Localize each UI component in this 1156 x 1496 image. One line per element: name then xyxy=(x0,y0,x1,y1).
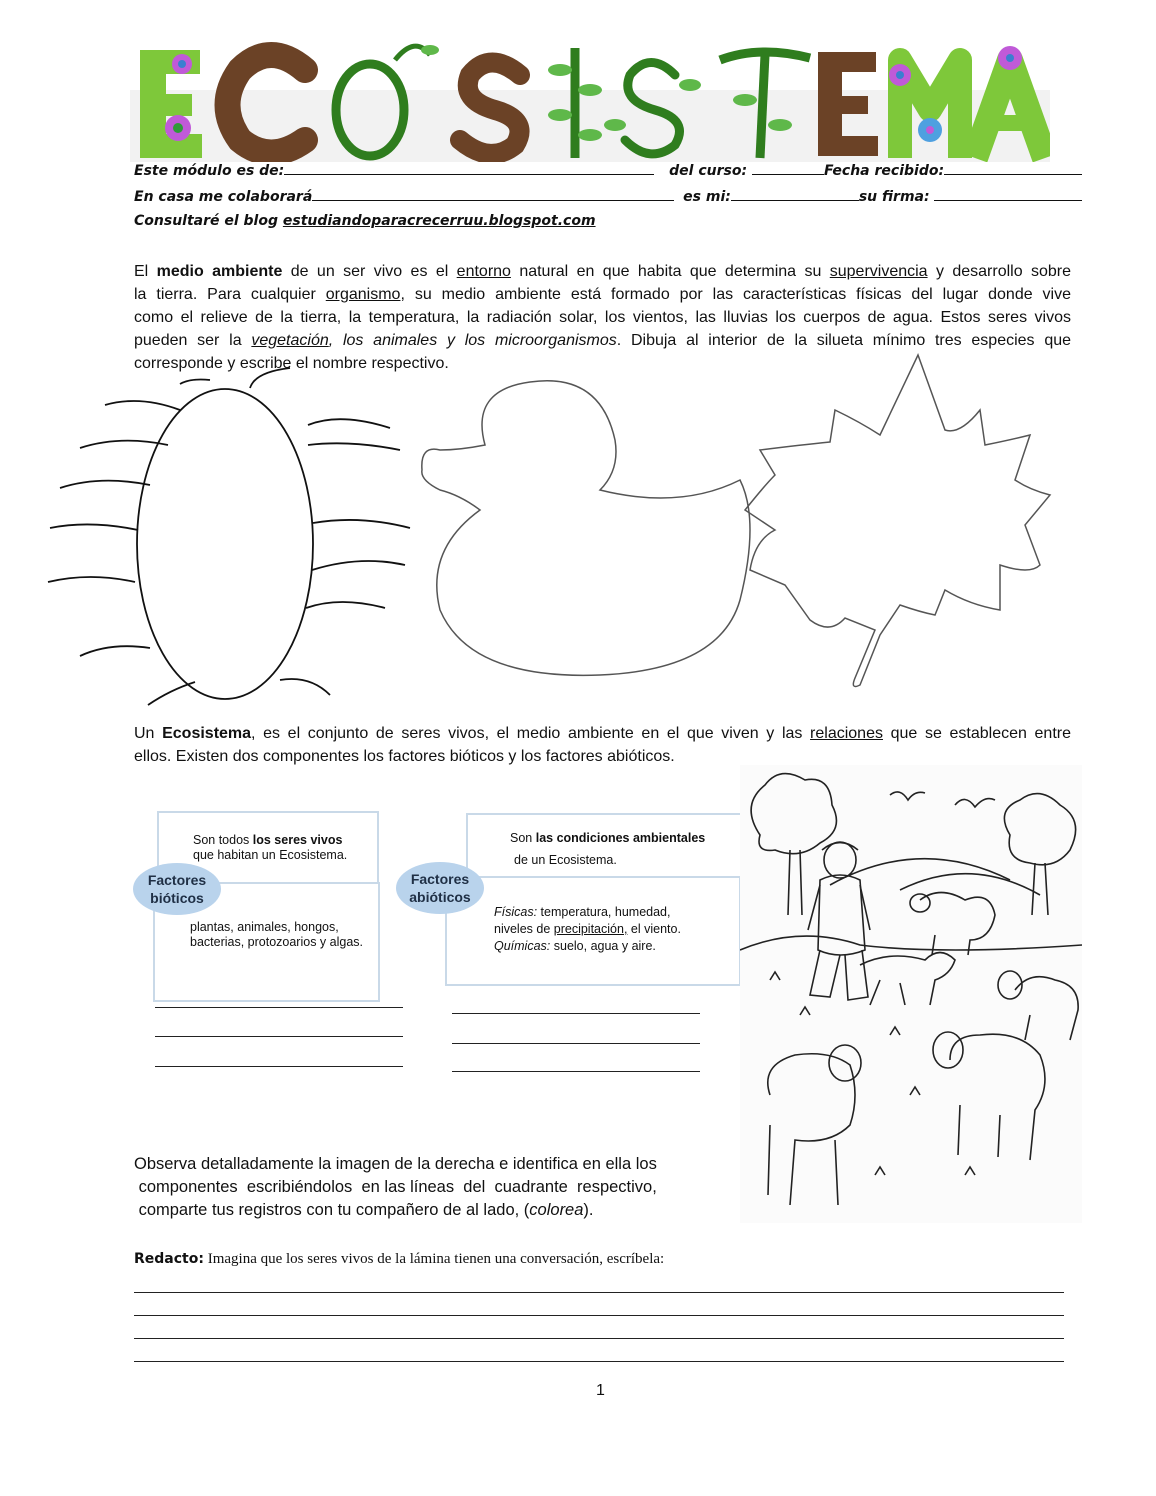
abiotic-label-line: Factores xyxy=(410,871,470,887)
header-line-1 xyxy=(134,162,1082,179)
biotic-def-bold: los seres vivos xyxy=(252,833,343,847)
blog-link[interactable]: estudiandoparacrecerruu.blogspot.com xyxy=(282,213,596,229)
label-firma: su firma: xyxy=(858,189,930,205)
duck-silhouette[interactable] xyxy=(422,381,750,676)
biotic-def-text: que habitan un Ecosistema. xyxy=(193,848,348,862)
term-relaciones: relaciones xyxy=(810,725,883,742)
intro-text: como el relieve de la tierra, la temperatura, la radiación solar, los vientos, las lluvias los cuerpos de agua. Estos seres vivos xyxy=(134,309,1071,326)
helper-blank[interactable] xyxy=(312,188,674,201)
term-medio-ambiente: medio ambiente xyxy=(156,263,283,280)
ecosystem-text: , es el conjunto de seres vivos, el medio ambiente en el que viven y las xyxy=(251,725,811,742)
biotic-label xyxy=(133,863,221,915)
abiotic-fisicas-text: niveles de xyxy=(494,922,554,936)
relation-blank[interactable] xyxy=(731,188,859,201)
writing-line-1[interactable] xyxy=(134,1292,1064,1293)
abiotic-fisicas-label: Físicas: xyxy=(494,905,538,919)
intro-text: y desarrollo sobre xyxy=(927,263,1072,280)
abiotic-label xyxy=(396,862,484,914)
abiotic-answer-line-2[interactable] xyxy=(452,1043,700,1044)
leaf-silhouette[interactable] xyxy=(745,355,1050,686)
term-precipitacion: precipitación, xyxy=(553,922,628,936)
bug-silhouette[interactable] xyxy=(48,368,410,705)
redacto-prompt xyxy=(134,1250,664,1268)
biotic-label-line: Factores xyxy=(147,872,207,888)
silhouettes-area xyxy=(40,350,1080,710)
redacto-text: Imagina que los seres vivos de la lámina tienen una conversación, escríbela: xyxy=(203,1251,665,1267)
redacto-label: Redacto: xyxy=(134,1251,204,1267)
abiotic-quimicas-label: Químicas: xyxy=(494,939,551,953)
header-line-2 xyxy=(134,188,1082,205)
observe-text: comparte tus registros con tu compañero de al lado, ( xyxy=(134,1201,530,1219)
abiotic-fisicas-text: temperatura, humedad, xyxy=(537,905,671,919)
biotic-answer-line-3[interactable] xyxy=(155,1066,403,1067)
term-supervivencia: supervivencia xyxy=(829,263,928,280)
writing-line-3[interactable] xyxy=(134,1338,1064,1339)
writing-line-4[interactable] xyxy=(134,1361,1064,1362)
ecosystem-text: que se establecen entre xyxy=(882,725,1072,742)
label-blog: Consultaré el blog xyxy=(134,213,278,229)
label-course: del curso: xyxy=(669,163,748,179)
abiotic-definition-box xyxy=(466,813,742,879)
label-es-mi: es mi: xyxy=(683,189,731,205)
observe-instructions xyxy=(134,1153,714,1222)
observe-text: Observa detalladamente la imagen de la derecha e identifica en ella los xyxy=(134,1155,657,1173)
signature-blank[interactable] xyxy=(934,188,1082,201)
ecosystem-text: Un xyxy=(134,725,163,742)
term-animales: , los animales y los microorganismos xyxy=(328,332,617,349)
abiotic-label-line: abióticos xyxy=(409,889,471,905)
name-blank[interactable] xyxy=(284,162,654,175)
intro-text: la tierra. Para cualquier xyxy=(134,286,326,303)
intro-text: . Dibuja al interior de la silueta mínimo tres especies que xyxy=(616,332,1072,349)
intro-text: corresponde y escribe el nombre respectivo. xyxy=(134,355,449,372)
biotic-answer-line-2[interactable] xyxy=(155,1036,403,1037)
abiotic-answer-line-1[interactable] xyxy=(452,1013,700,1014)
header-line-3 xyxy=(134,213,596,229)
ecosystem-definition xyxy=(134,722,1071,768)
term-entorno: entorno xyxy=(456,263,511,280)
writing-line-2[interactable] xyxy=(134,1315,1064,1316)
observe-text: ). xyxy=(583,1201,594,1219)
observe-text: componentes escribiéndolos en las líneas del cuadrante respectivo, xyxy=(134,1178,657,1196)
label-date: Fecha recibido: xyxy=(823,163,945,179)
abiotic-def-bold: las condiciones ambientales xyxy=(535,831,706,845)
term-vegetacion: vegetación xyxy=(251,332,329,349)
biotic-label-line: bióticos xyxy=(150,890,204,906)
biotic-def-text: Son todos xyxy=(193,833,253,847)
intro-text: de un ser vivo es el xyxy=(282,263,457,280)
farm-coloring-illustration xyxy=(740,765,1082,1223)
intro-text: El xyxy=(134,263,157,280)
abiotic-def-text: de un Ecosistema. xyxy=(514,853,617,867)
label-module: Este módulo es de: xyxy=(134,163,285,179)
date-blank[interactable] xyxy=(944,162,1082,175)
term-organismo: organismo xyxy=(325,286,401,303)
intro-text: pueden ser la xyxy=(134,332,252,349)
term-colorea: colorea xyxy=(529,1201,584,1219)
term-ecosistema: Ecosistema xyxy=(162,725,252,742)
intro-text: , su medio ambiente está formado por las características físicas del lugar donde vive xyxy=(400,286,1072,303)
biotic-answer-line-1[interactable] xyxy=(155,1007,403,1008)
label-helper: En casa me colaborará xyxy=(134,189,313,205)
title-banner xyxy=(130,30,1050,162)
abiotic-answer-line-3[interactable] xyxy=(452,1071,700,1072)
abiotic-fisicas-text: el viento. xyxy=(627,922,681,936)
ecosystem-text: ellos. Existen dos componentes los factores bióticos y los factores abióticos. xyxy=(134,748,675,765)
abiotic-examples-box xyxy=(445,876,741,986)
intro-text: natural en que habita que determina su xyxy=(510,263,830,280)
biotic-examples: plantas, animales, hongos, bacterias, protozoarios y algas. xyxy=(190,920,364,949)
page-number: 1 xyxy=(596,1382,605,1399)
course-blank[interactable] xyxy=(752,162,824,175)
abiotic-quimicas-text: suelo, agua y aire. xyxy=(550,939,656,953)
abiotic-def-text: Son xyxy=(510,831,536,845)
